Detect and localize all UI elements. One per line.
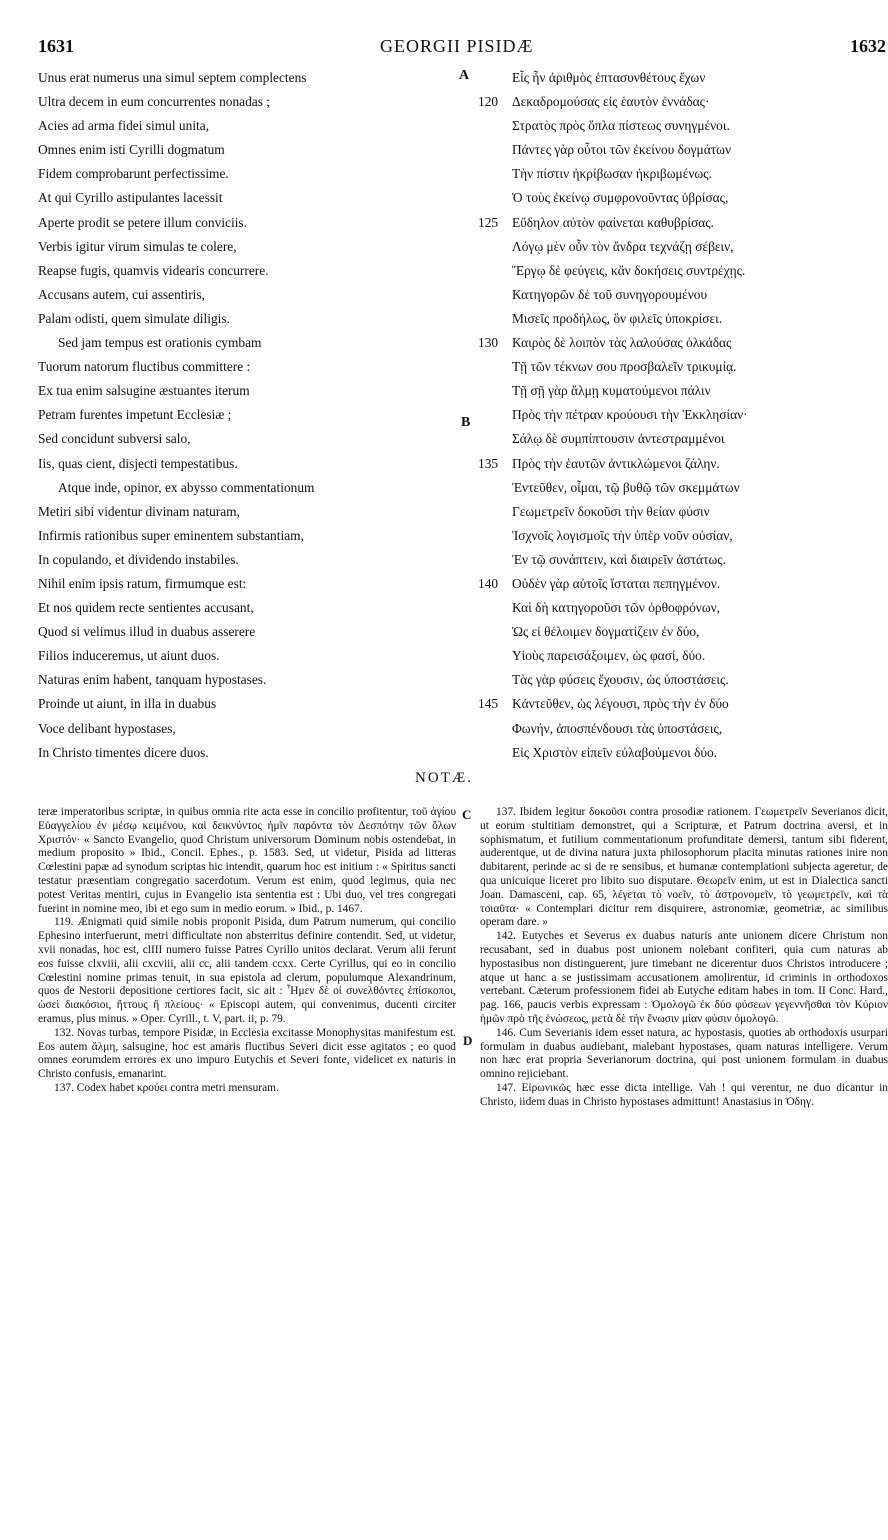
greek-verse-line xyxy=(478,259,888,283)
page-number-right: 1632 xyxy=(850,36,886,56)
greek-verse-line xyxy=(478,476,888,500)
greek-verse-text: Σάλῳ δὲ συμπίπτουσιν ἀντεστραμμένοι xyxy=(512,431,725,447)
latin-verse-line: Omnes enim isti Cyrilli dogmatum xyxy=(38,142,225,158)
greek-verse-line xyxy=(478,741,888,765)
greek-verse-text: Φωνήν, ἀποσπένδουσι τὰς ὑποστάσεις, xyxy=(512,720,723,736)
greek-verse-line xyxy=(478,235,888,259)
greek-verse-text: Ἔργῳ δὲ φεύγεις, κἂν δοκήσεις συντρέχῃς. xyxy=(512,262,746,278)
greek-verse-line xyxy=(478,403,888,427)
note-paragraph: 142. Eutyches et Severus ex duabus naturis ante unionem dicere Christum non recusabant, sed in duabus post unionem nolebant confiteri, quia cum naturas ab hypostasibus non distinguerent, jure timebant ne dicerentur duos Christos introducere ; atque ut hanc a se justissimam accusationem amolirentur, id criminis in orthodoxos vertebant. Cæterum professionem fidei ab Eutyche editam habes in tom. II Conc. Hard., pag. 166, paucis verbis expressam : Ὁμολογῶ ἐκ δύο φύσεων γεγεννῆσθαι τὸν Κύριον ἡμῶν πρὸ τῆς ἑνώσεως, μετὰ δὲ τὴν ἕνωσιν μίαν φύσιν ὁμολογῶ. xyxy=(480,930,888,1025)
notes-left-column xyxy=(38,806,456,1096)
latin-verse-line: Sed jam tempus est orationis cymbam xyxy=(58,335,262,351)
latin-verse-line: Verbis igitur virum simulas te colere, xyxy=(38,238,237,254)
greek-verse-line xyxy=(478,572,888,596)
latin-verse-line: Reapse fugis, quamvis videaris concurrere. xyxy=(38,262,269,278)
running-title: GEORGII PISIDÆ xyxy=(380,36,534,56)
latin-verse-line: Aperte prodit se petere illum conviciis. xyxy=(38,214,247,230)
greek-verse-text: Τὴν πίστιν ἠκρίβωσαν ἠκριβωμένως. xyxy=(512,166,712,182)
greek-verse-line xyxy=(478,620,888,644)
greek-verse-text: Ἰσχνοῖς λογισμοῖς τὴν ὑπὲρ νοῦν οὐσίαν, xyxy=(512,527,733,543)
note-paragraph: 119. Ænigmati quid simile nobis proponit Pisida, dum Patrum numerum, qui concilio Ephesino interfuerunt, metri difficultate non absterritus definire contendit. Sed, ut videtur, xvii nonadas, hoc est, clIII numero fuisse Patres Cyrillo unitos declarat. Verum alii ferunt eos fuisse clxviii, alii cxcviii, alii cc, alii tandem ccxx. Certe Cyrillus, qui eo in concilio Cœlestini nomine primas tenuit, in sua epistola ad clerum, populumque Alexandrinum, quos de Nestorii depositione certiores facit, sic ait : Ἦμεν δὲ οἱ συνελθόντες ἐπίσκοποι, ὡσεὶ διακόσιοι, ἥττους ἢ πλείους· « Episcopi autem, qui convenimus, ducenti circiter eramus, plus minus. » Oper. Cyrill., t. V, part. ii, p. 79. xyxy=(38,916,456,1025)
greek-verse-text: Καιρὸς δὲ λοιπὸν τὰς λαλούσας ὁλκάδας xyxy=(512,335,732,351)
greek-verse-line xyxy=(478,355,888,379)
greek-verse-text: Ὡς εἰ θέλοιμεν δογματίζειν ἐν δύο, xyxy=(512,624,700,640)
latin-verse-line: At qui Cyrillo astipulantes lacessit xyxy=(38,190,223,206)
latin-verse-line: Unus erat numerus una simul septem complectens xyxy=(38,70,307,85)
greek-verse-text: Πρὸς τὴν πέτραν κρούουσι τὴν Ἐκκλησίαν· xyxy=(512,407,748,423)
greek-verse-text: Εἰς Χριστὸν εἰπεῖν εὐλαβούμενοι δύο. xyxy=(512,744,718,760)
latin-verse-line: Ex tua enim salsugine æstuantes iterum xyxy=(38,383,250,399)
latin-verse-line: Quod si velimus illud in duabus asserere xyxy=(38,624,256,640)
greek-verse-line xyxy=(478,379,888,403)
greek-verse-line xyxy=(478,692,888,716)
note-paragraph: 137. Ibidem legitur δοκοῦσι contra prosodiæ rationem. Γεωμετρεῖν Severianos dicit, ut eorum stultitiam demonstret, qui a Scripturæ, et Patrum doctrina aversi, et in sophismatum, et futilium commentationum profunditate demersi, tantum sibi fiderent, auderentque, ut de divina natura juxta philosophorum placita minutas rationes inire non dubitarent, perinde ac si de re sensibus, et humanæ contemplationi subjecta ageretur, de qua unicuique liceret pro libito suo disputare. Θεωρεῖν enim, ut est in Dialectica sancti Joan. Damasceni, cap. 65, λέγεται τὸ νοεῖν, τὸ ἀστρονομεῖν, τὸ γεωμετρεῖν, καὶ τὰ τοιαῦτα· « Contemplari dicitur rem disquirere, astronomiæ, geometriæ, ac similibus operam dare. » xyxy=(480,806,888,929)
latin-verse-column xyxy=(38,66,478,765)
greek-verse-text: Γεωμετρεῖν δοκοῦσι τὴν θείαν φύσιν xyxy=(512,503,710,519)
greek-verse-line xyxy=(478,644,888,668)
latin-verse-line: Infirmis rationibus super eminentem substantiam, xyxy=(38,527,304,543)
latin-verse-line: In copulando, et dividendo instabiles. xyxy=(38,551,239,567)
greek-verse-text: Καὶ δὴ κατηγοροῦσι τῶν ὀρθοφρόνων, xyxy=(512,600,721,616)
greek-verse-line xyxy=(478,211,888,235)
greek-verse-text: Ἐντεῦθεν, οἶμαι, τῷ βυθῷ τῶν σκεμμάτων xyxy=(512,479,740,495)
greek-verse-line xyxy=(478,427,888,451)
margin-letter-b: B xyxy=(461,415,471,430)
note-paragraph: 147. Εἰρωνικῶς hæc esse dicta intellige. Vah ! qui verentur, ne duo dicantur in Christo, iidem duas in Christo hypostases admittunt! Anastasius in Ὁδηγ. xyxy=(480,1081,888,1108)
latin-verse-line: Tuorum natorum fluctibus committere : xyxy=(38,359,251,375)
greek-verse-line xyxy=(478,500,888,524)
margin-letter-c: C xyxy=(462,807,472,822)
greek-verse-line xyxy=(478,90,888,114)
latin-verse-line: Fidem comprobarunt perfectissime. xyxy=(38,166,229,182)
notes-right-column xyxy=(480,806,888,1110)
latin-verse-line: Acies ad arma fidei simul unita, xyxy=(38,118,210,134)
greek-verse-text: Στρατὸς πρὸς ὅπλα πίστεως συνηγμένοι. xyxy=(512,118,730,134)
notes-heading: NOTÆ. xyxy=(415,770,473,786)
latin-verse-line: Metiri sibi videntur divinam naturam, xyxy=(38,503,240,519)
latin-verse-line: Sed concidunt subversi salo, xyxy=(38,431,191,447)
greek-verse-text: Ὁ τοὺς ἐκείνῳ συμφρονοῦντας ὑβρίσας, xyxy=(512,190,729,206)
greek-verse-text: Δεκαδρομούσας εἰς ἑαυτὸν ἐννάδας· xyxy=(512,94,710,110)
greek-verse-text: Τῇ σῇ γὰρ ἅλμῃ κυματούμενοι πάλιν xyxy=(512,383,711,399)
greek-verse-column xyxy=(478,66,888,765)
greek-verse-text: Λόγῳ μὲν οὖν τὸν ἄνδρα τεχνάζῃ σέβειν, xyxy=(512,238,734,254)
note-paragraph: 146. Cum Severianis idem esset natura, ac hypostasis, quoties ab orthodoxis usurpari formulam in duabus audiebant, malebant hypostases, quam naturas intelligere. Verum non hæc erat propria Severianorum doctrina, qui post unionem formulam in duabus omnino rejiciebant. xyxy=(480,1026,888,1081)
latin-verse-line: Iis, quas cient, disjecti tempestatibus. xyxy=(38,455,238,471)
margin-letter-a: A xyxy=(459,68,470,83)
line-number: 120 xyxy=(478,94,499,110)
latin-verse-line: Petram furentes impetunt Ecclesiæ ; xyxy=(38,407,232,423)
margin-letter-d: D xyxy=(463,1033,473,1048)
latin-verse-line: In Christo timentes dicere duos. xyxy=(38,744,209,760)
greek-verse-text: Τὰς γὰρ φύσεις ἔχουσιν, ὡς ὑποστάσεις. xyxy=(512,672,729,688)
greek-verse-text: Πρὸς τὴν ἑαυτῶν ἀντικλώμενοι ζάλην. xyxy=(512,455,720,471)
greek-verse-text: Κατηγορῶν δὲ τοῦ συνηγορουμένου xyxy=(512,286,708,302)
latin-verse-line: Accusans autem, cui assentiris, xyxy=(38,286,205,302)
running-header xyxy=(38,36,888,58)
greek-verse-line xyxy=(478,548,888,572)
latin-verse-line: Nihil enim ipsis ratum, firmumque est: xyxy=(38,575,247,591)
line-number: 140 xyxy=(478,575,499,591)
line-number: 125 xyxy=(478,214,499,230)
note-paragraph: 137. Codex habet κρούει contra metri mensuram. xyxy=(54,1081,279,1094)
greek-verse-line xyxy=(478,162,888,186)
greek-verse-text: Οὐδὲν γὰρ αὐτοῖς ἵσταται πεπηγμένον. xyxy=(512,575,721,591)
greek-verse-text: Εὔδηλον αὐτὸν φαίνεται καθυβρίσας. xyxy=(512,214,714,230)
latin-verse-line: Naturas enim habent, tanquam hypostases. xyxy=(38,672,267,688)
greek-verse-line xyxy=(478,596,888,620)
greek-verse-text: Τῇ τῶν τέκνων σου προσβαλεῖν τρικυμίᾳ. xyxy=(512,359,737,375)
greek-verse-text: Πάντες γὰρ οὗτοι τῶν ἐκείνου δογμάτων xyxy=(512,142,731,158)
greek-verse-line xyxy=(478,283,888,307)
line-number: 135 xyxy=(478,455,499,471)
greek-verse-text: Κἀντεῦθεν, ὡς λέγουσι, πρὸς τὴν ἐν δύο xyxy=(512,696,729,712)
greek-verse-line xyxy=(478,668,888,692)
latin-verse-line: Et nos quidem recte sentientes accusant, xyxy=(38,600,254,616)
greek-verse-line xyxy=(478,114,888,138)
note-paragraph: teræ imperatoribus scriptæ, in quibus omnia rite acta esse in concilio profitentur, τοῦ ἁγίου Εὐαγγελίου ἐν μέσῳ κειμένου, καὶ δεικνύντος ἡμῖν παρόντα τὸν Δεσπότην τῶν ὅλων Χριστόν· « Sancto Evangelio, quod Christum universorum Dominum nobis ostendebat, in medium proposito » Ibid., Concil. Ephes., p. 1583. Sed, ut videtur, Pisida ad litteras Cœlestini papæ ad synodum scriptas hic intendit, quarum hoc est initium : « Spiritus sancti testatur præsentiam congregatio sacerdotum. Verum est enim, quod legimus, quia nec potest Veritas mentiri, cujus in Evangelio ista sententia est : Ubi duo, vel tres congregati fuerint in nomine meo, ibi et ego sum in medio eorum. » Ibid., p. 1467. xyxy=(38,806,456,915)
greek-verse-line xyxy=(478,452,888,476)
greek-verse-line xyxy=(478,331,888,355)
greek-verse-text: Μισεῖς προδήλως, ὃν φιλεῖς ὑποκρίσει. xyxy=(512,310,723,326)
greek-verse-line xyxy=(478,186,888,210)
greek-verse-line xyxy=(478,307,888,331)
latin-verse-line: Filios induceremus, ut aiunt duos. xyxy=(38,648,220,664)
greek-verse-text: Ἐν τῷ συνάπτειν, καὶ διαιρεῖν ἀστάτως. xyxy=(512,551,726,567)
greek-verse-line xyxy=(478,66,888,90)
greek-verse-line xyxy=(478,717,888,741)
latin-verse-line: Voce delibant hypostases, xyxy=(38,720,176,736)
latin-verse-line: Ultra decem in eum concurrentes nonadas ; xyxy=(38,94,271,110)
line-number: 145 xyxy=(478,696,499,712)
latin-verse-line: Palam odisti, quem simulate diligis. xyxy=(38,310,230,326)
latin-verse-line: Atque inde, opinor, ex abysso commentationum xyxy=(58,479,315,495)
greek-verse-text: Υἱοὺς παρεισάξοιμεν, ὡς φασί, δύο. xyxy=(512,648,706,664)
greek-verse-text: Εἷς ἦν ἀριθμὸς ἑπτασυνθέτους ἔχων xyxy=(512,70,706,85)
greek-verse-line xyxy=(478,138,888,162)
greek-verse-line xyxy=(478,524,888,548)
note-paragraph: 132. Novas turbas, tempore Pisidæ, in Ecclesia excitasse Monophysitas manifestum est. Eos autem ἅλμη, salsugine, hoc est amaris fluctibus Severi dicit esse agitatos ; eo quod omnes eorumdem errores ex uno impuro Eutychis et Severi fonte, videlicet ex naturis in Christo confusis, emanarint. xyxy=(38,1026,456,1081)
latin-verse-line: Proinde ut aiunt, in illa in duabus xyxy=(38,696,217,712)
page-number-left: 1631 xyxy=(38,36,74,56)
line-number: 130 xyxy=(478,335,499,351)
